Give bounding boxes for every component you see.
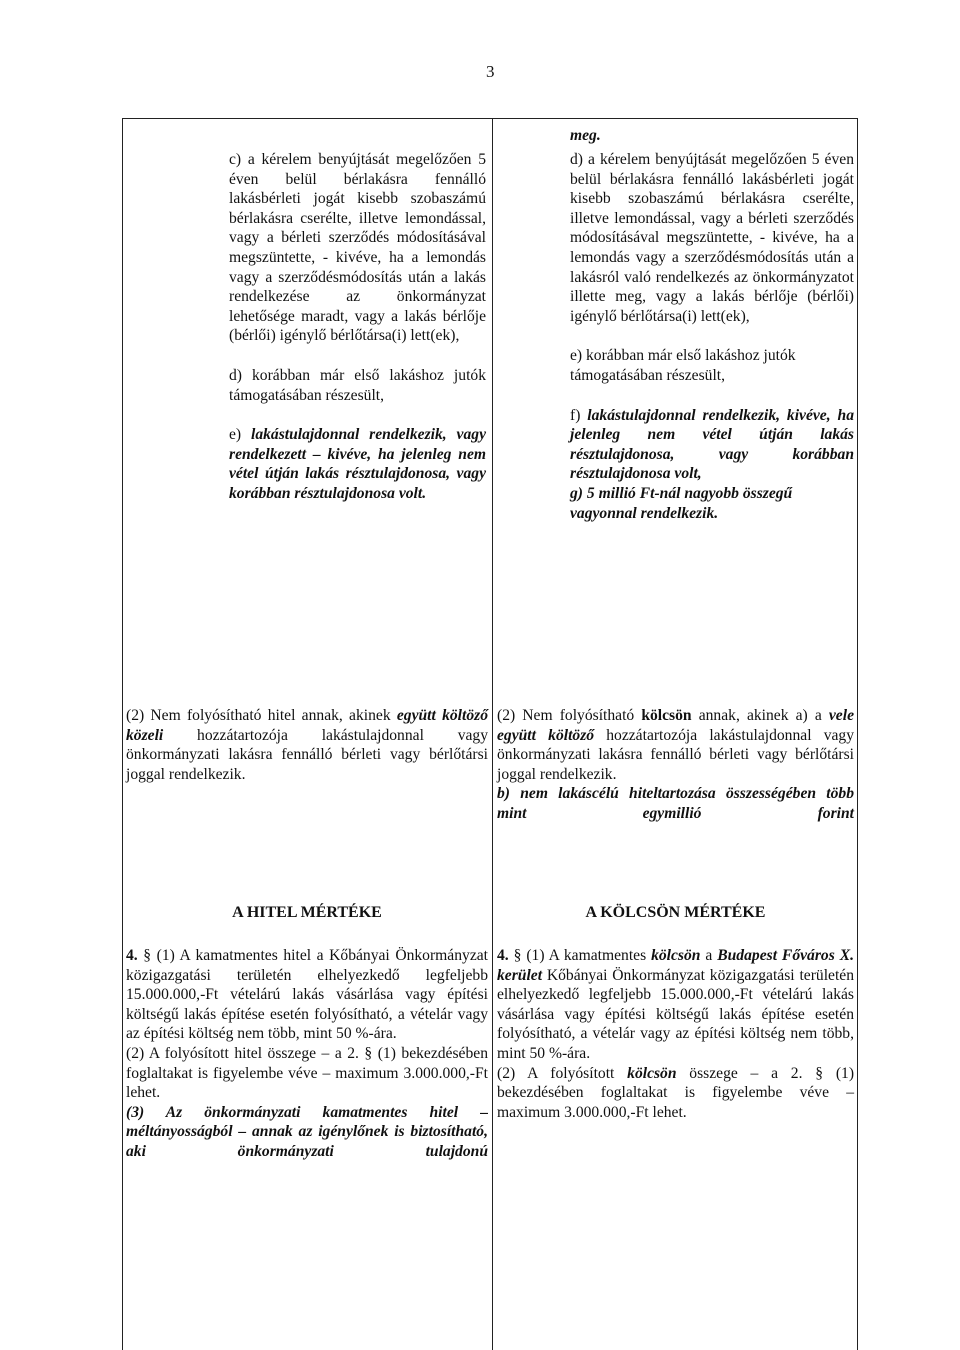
- left-para2-start: (2) Nem folyósítható hitel annak, akinek: [126, 707, 397, 724]
- right-para2-kolcson: kölcsön: [641, 707, 692, 724]
- right-item-e: e) korábban már első lakáshoz jutók támogatásában részesült,: [570, 347, 796, 384]
- table-right-border: [857, 118, 858, 1350]
- right-heading: A KÖLCSÖN MÉRTÉKE: [585, 904, 766, 921]
- left-para2-end: hozzátartozója lakástulajdonnal vagy önkormányzati lakásra fennálló bérleti vagy bérlőtársi joggal rendelkezik.: [126, 726, 488, 783]
- right-sec4-budapest: Budapest Főváros X. kerület: [497, 947, 855, 984]
- right-para2-emphasis: vele együtt költöző: [497, 707, 854, 744]
- right-para2-text: [497, 706, 854, 784]
- left-conditions-cell: [229, 150, 486, 504]
- right-sec4-2a: (2) A folyósított: [497, 1064, 628, 1082]
- left-section-4: [126, 946, 488, 1162]
- left-item-e-text: lakástulajdonnal rendelkezik, vagy rendelkezett – kivéve, ha jelenleg nem vétel útján lakás résztulajdonosa, vagy korábban résztulajdonosa volt.: [229, 426, 486, 502]
- right-sec4-a: § (1) A kamatmentes: [508, 947, 652, 964]
- right-item-g: g) 5 millió Ft-nál nagyobb összegű vagyonnal rendelkezik.: [570, 484, 793, 522]
- left-item-e: [229, 425, 486, 503]
- page-number: 3: [486, 62, 495, 81]
- right-sec4-kolcson: kölcsön: [651, 947, 701, 964]
- left-item-e-prefix: e): [229, 426, 251, 444]
- right-sec4-para1: [497, 946, 854, 1064]
- right-sec4-para2: [497, 1064, 854, 1123]
- left-para2-emphasis: együtt költöző közeli: [126, 707, 488, 744]
- left-sec4-text: § (1) A kamatmentes hitel a Kőbányai Önkormányzat közigazgatási területén elhelyezkedő legfeljebb 15.000.000,-Ft vételárú lakás vásárlása vagy építési költségű lakás építése esetén folyósítható, a vételár vagy az építési költség nem több, mint 50 %-ára.: [126, 947, 488, 1043]
- right-para2-item-b: b) nem lakáscélú hiteltartozása összességében több mint egymillió forint: [497, 785, 854, 822]
- right-para2-mid: annak, akinek a) a: [691, 707, 829, 724]
- left-item-d: d) korábban már első lakáshoz jutók támogatásában részesült,: [229, 366, 486, 404]
- right-item-d: d) a kérelem benyújtását megelőzően 5 éven belül bérlakásra fennálló lakásbérleti jogát kisebb szobaszámú bérlakásra cserélte, illetve lemondással, vagy a bérleti szerződés módosításával megszüntette, - kivéve, ha a lemondás vagy a szerződésmódosítás után a lakásról való rendelkezés az önkormányzatot illette meg, vagy a lakás bérlője (bérlői) igénylő bérlőtársa(i) lett(ek),: [570, 151, 854, 325]
- table-middle-divider: [492, 118, 493, 1350]
- left-para2-text: [126, 706, 488, 784]
- table-left-border: [122, 118, 123, 1350]
- right-item-f-text: lakástulajdonnal rendelkezik, kivéve, ha jelenleg nem vétel útján lakás résztulajdonosa, vagy korábban résztulajdonosa volt,: [570, 406, 854, 483]
- right-sec4-c: Kőbányai Önkormányzat közigazgatási területén elhelyezkedő legfeljebb 15.000.000,-Ft vételárú lakás vásárlása vagy építési költségű lakás építése esetén folyósítható, a vételár vagy az építési költség nem több, mint 50 %-ára.: [497, 966, 854, 1062]
- right-item-f-prefix: f): [570, 406, 588, 424]
- right-sec4-2-kolcson: kölcsön: [627, 1064, 677, 1082]
- right-item-f: [570, 406, 854, 484]
- left-sec4-para3: (3) Az önkormányzati kamatmentes hitel – méltányosságból – annak az igénylőnek is biztosítható, aki önkormányzati tulajdonú: [126, 1103, 488, 1160]
- right-conditions-cell: [570, 150, 854, 523]
- right-sec4-b: a: [700, 947, 718, 964]
- left-sec4-para1: [126, 946, 488, 1044]
- left-heading: A HITEL MÉRTÉKE: [232, 904, 382, 921]
- right-top-meg: meg.: [570, 127, 601, 144]
- left-sec4-number: 4.: [126, 947, 138, 964]
- right-section-4: [497, 946, 854, 1122]
- table-top-border: [122, 118, 857, 119]
- right-para2-start: (2) Nem folyósítható: [497, 707, 642, 724]
- left-sec4-para2: (2) A folyósított hitel összege – a 2. § (1) bekezdésében foglaltakat is figyelembe véve – maximum 3.000.000,-Ft lehet.: [126, 1044, 488, 1102]
- right-paragraph-2: [497, 706, 854, 824]
- right-para2-end: hozzátartozója lakástulajdonnal vagy önkormányzati lakásra fennálló bérleti vagy bérlőtársi joggal rendelkezik.: [497, 726, 855, 783]
- left-item-c: c) a kérelem benyújtását megelőzően 5 éven belül bérlakásra fennálló lakásbérleti jogát kisebb szobaszámú bérlakásra cserélte, illetve lemondással, vagy a bérleti szerződés módosításával megszüntette, - kivéve, ha a lemondás vagy a szerződésmódosítás után a lakás rendelkezése az önkormányzat lehetősége maradt, vagy a lakás bérlője (bérlői) igénylő bérlőtársa(i) lett(ek),: [229, 151, 486, 345]
- right-sec4-2b: összege – a 2. § (1) bekezdésében foglaltakat is figyelembe véve – maximum 3.000.000,-Ft lehet.: [497, 1064, 855, 1121]
- right-sec4-number: 4.: [497, 947, 509, 964]
- left-paragraph-2: [126, 706, 488, 784]
